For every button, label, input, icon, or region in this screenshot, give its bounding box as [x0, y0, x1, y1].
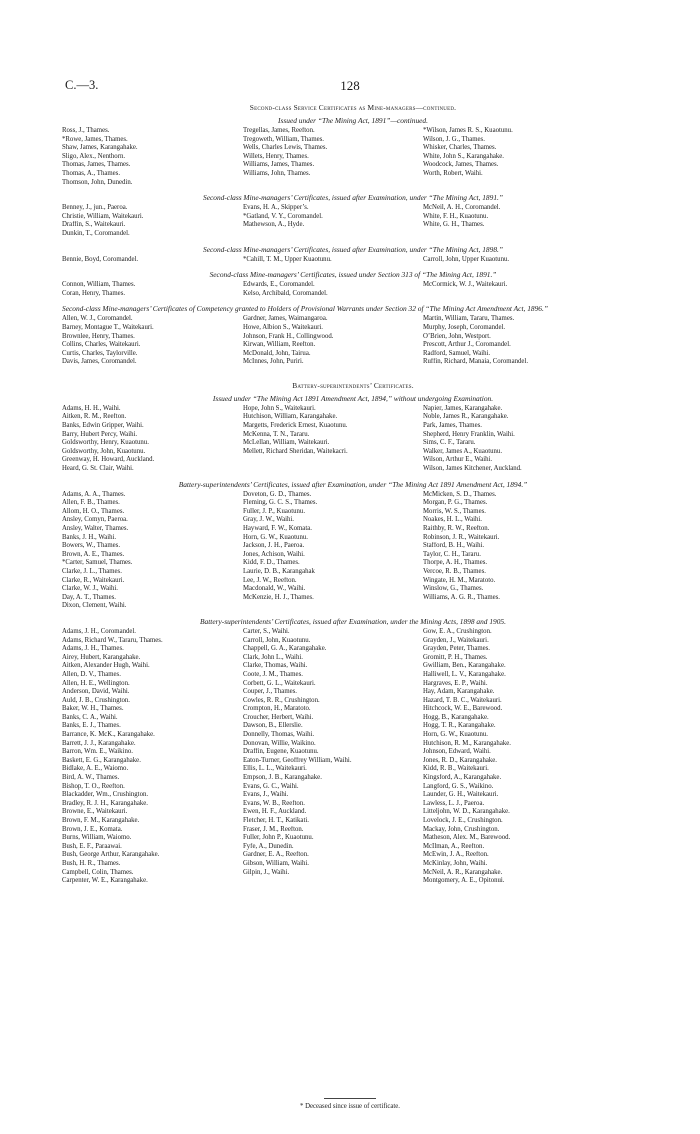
certificate-holder: Bennie, Boyd, Coromandel. [62, 255, 139, 263]
section-title: Second-class Service Certificates as Mine-managers—continued. [249, 103, 457, 112]
certificate-holder: Hogg, T. R., Karangahake. [423, 722, 496, 730]
certificate-holder: Baskett, E. G., Karangahake. [62, 756, 141, 764]
name-columns [62, 491, 644, 611]
footnote-rule [324, 1098, 376, 1099]
certificate-holder: Draffin, Eugene, Kuaotunu. [243, 748, 319, 756]
certificate-holder: McLellan, William, Waitekauri. [243, 439, 330, 447]
certificate-holder: Gibson, William, Waihi. [243, 859, 309, 867]
certificate-holder: Hayward, F. W., Komata. [243, 525, 312, 532]
certificate-holder: Evans, H. A., Skipper’s. [243, 204, 309, 212]
certificate-holder: Dunkin, T., Coromandel. [62, 229, 130, 237]
certificate-holder: O’Brien, John, Westport. [423, 332, 491, 340]
name-column [423, 204, 644, 238]
certificate-holder: Barney, Montague T., Waitekauri. [62, 323, 154, 331]
name-column [243, 628, 423, 886]
certificate-holder: Fraser, J. M., Reefton. [243, 825, 304, 833]
name-column [62, 491, 243, 611]
certificate-holder: Carter, S., Waihi. [243, 627, 290, 635]
certificate-holder: Benney, J., jun., Paeroa. [62, 204, 128, 212]
certificate-holder: Noble, James R., Karangahake. [423, 413, 509, 421]
certificate-holder: Laurie, D. B., Karangahak [243, 567, 315, 575]
certificate-holder: Sligo, Alex., Nenthorn. [62, 152, 126, 160]
certificate-holder: Bush, E. F., Paraawai. [62, 842, 122, 850]
certificate-holder: Grayden, J., Waitekauri. [423, 636, 489, 644]
certificate-holder: Carroll, John, Upper Kuaotunu. [423, 255, 510, 263]
certificate-holder: Allom, H. O., Thames. [62, 507, 125, 515]
certificate-holder: Doveton, G. D., Thames. [243, 490, 312, 498]
certificate-holder: Kingsford, A., Karangahake. [423, 774, 502, 782]
certificate-holder: Goldsworthy, John, Kuaotunu. [62, 447, 146, 455]
certificate-holder: Whisker, Charles, Thames. [423, 144, 497, 152]
certificate-holder: Bishop, T. O., Reefton. [62, 782, 125, 790]
certificate-holder: Curtis, Charles, Taylorville. [62, 349, 138, 357]
certificate-holder: McKinlay, John, Waihi. [423, 859, 488, 867]
certificate-holder: McDonald, John, Tairua. [243, 349, 311, 357]
name-column [243, 204, 423, 238]
certificate-holder: Aitken, R. M., Reefton. [62, 413, 127, 421]
certificate-holder: Bird, A. W., Thames. [62, 774, 120, 782]
name-column [62, 204, 243, 238]
name-column [62, 315, 243, 367]
certificate-holder: Martin, William, Tararu, Thames. [423, 315, 515, 323]
certificate-holder: *Carter, Samuel, Thames. [62, 559, 133, 567]
certificate-holder: Vercoe, R. B., Thames. [423, 567, 486, 575]
certificate-holder: Bradley, R. J. H., Karangahake. [62, 799, 149, 807]
certificate-holder: Brown, F. M., Karangahake. [62, 817, 140, 824]
certificate-holder: Raithby, R. W., Reefton. [423, 525, 490, 532]
certificate-holder: Woodcock, James, Thames. [423, 161, 499, 169]
certificate-holder: Goldsworthy, Henry, Kuaotunu. [62, 439, 149, 447]
certificate-holder: Mellett, Richard Sheridan, Waitekacri. [243, 447, 348, 455]
certificate-holder: Burns, William, Waiomo. [62, 834, 132, 842]
certificate-holder: Jones, Achison, Waihi. [243, 550, 305, 558]
certificate-holder: Howe, Albion S., Waitekauri. [243, 323, 323, 331]
certificate-holder: Banks, E. J., Thames. [62, 722, 121, 730]
certificate-holder: Allen, H. E., Wellington. [62, 679, 130, 687]
name-column [62, 281, 243, 298]
certificate-holder: Allen, F. B., Thames. [62, 499, 120, 507]
group-heading: Second-class Mine-managers’ Certificates, issued under Section 313 of “The Mining Act, 1891.” [209, 270, 497, 280]
certificate-holder: Ansley, Comyn, Paeroa. [62, 516, 128, 524]
certificate-holder: Thomson, John, Dunedin. [62, 178, 133, 186]
certificate-holder: Carpenter, W. E., Karangahake. [62, 877, 148, 885]
certificate-holder: Wells, Charles Lewis, Thames. [243, 144, 328, 152]
certificate-holder: Johnson, Edward, Waihi. [423, 748, 491, 756]
certificate-holder: McCormick, W. J., Waitekauri. [423, 281, 508, 289]
certificate-holder: McEwin, J. A., Reefton. [423, 851, 489, 859]
group-heading: Second-class Mine-managers’ Certificates, issued after Examination, under “The Mining Act, 1891.” [203, 193, 503, 203]
certificate-holder: McNeil, A. H., Coromandel. [423, 204, 501, 212]
certificate-holder: Thomas, A., Thames. [62, 169, 121, 177]
certificate-holder: Gromitt, P. H., Thames. [423, 653, 488, 661]
certificate-holder: Fuller, J. P., Kuaotunu. [243, 507, 306, 515]
name-columns [62, 256, 644, 265]
certificate-holder: Clarke, Thomas, Waihi. [243, 662, 308, 670]
certificate-holder: Cowles, R. R., Crushington. [243, 696, 320, 704]
certificate-holder: Banks, J. H., Waihi. [62, 533, 117, 541]
certificate-holder: Ruffin, Richard, Manaia, Coromandel. [423, 358, 529, 366]
certificate-holder: Matheson, Alex. M., Barewood. [423, 834, 511, 842]
certificate-holder: Williams, A. G. R., Thames. [423, 593, 501, 601]
certificate-holder: Thorpe, A. H., Thames. [423, 559, 488, 567]
certificate-holder: White, F. H., Kuaotunu. [423, 212, 489, 220]
name-column [423, 256, 644, 265]
name-column [243, 491, 423, 611]
certificate-holder: Davis, James, Coromandel. [62, 358, 137, 366]
certificate-holder: Fleming, G. C. S., Thames. [243, 499, 318, 507]
certificate-holder: Bush, H. R., Thames. [62, 859, 121, 867]
certificate-holder: Adams, A. A., Thames. [62, 490, 126, 498]
certificate-holder: Allen, D. V., Thames. [62, 670, 121, 678]
certificate-holder: Aitken, Alexander Hugh, Waihi. [62, 662, 150, 670]
group-heading: Second-class Mine-managers’ Certificates of Competency granted to Holders of Provisional Warrants under Section 32 of “The Mining Act Amendment Act, 1896.” [62, 304, 548, 314]
name-columns [62, 281, 644, 298]
certificate-holder: Heard, G. St. Clair, Waihi. [62, 465, 134, 473]
certificate-holder: Brown, A. E., Thames. [62, 550, 125, 558]
certificate-holder: Margetts, Frederick Ernest, Kuaotunu. [243, 422, 348, 430]
name-column [243, 127, 423, 187]
certificate-holder: Shaw, James, Karangahake. [62, 144, 138, 152]
name-column [423, 281, 644, 298]
certificate-holder: White, G. H., Thames. [423, 221, 485, 229]
certificate-holder: Lovelock, J. E., Crushington. [423, 817, 503, 824]
certificate-holder: Empson, J. B., Karangahake. [243, 774, 322, 782]
certificate-holder: Clarke, W. J., Waihi. [62, 585, 118, 593]
certificate-holder: Ewen, H. F., Auckland. [243, 808, 307, 816]
name-column [62, 127, 243, 187]
certificate-holder: McNeil, A. R., Karangahake. [423, 868, 503, 876]
certificate-holder: Hargraves, E. P., Waihi. [423, 679, 488, 687]
certificate-holder: Ellis, L. L., Waitekauri. [243, 765, 307, 773]
certificate-holder: *Rowe, James, Thames. [62, 135, 128, 143]
name-column [62, 405, 243, 474]
certificate-holder: Carroll, John, Kuaotunu. [243, 636, 311, 644]
certificate-holder: Morgan, P. G., Thames. [423, 499, 488, 507]
certificate-holder: Adams, H. H., Waihi. [62, 404, 121, 412]
certificate-holder: Clark, John L., Waihi. [243, 653, 303, 661]
certificate-holder: Grayden, Peter, Thames. [423, 645, 490, 653]
certificate-holder: Croucher, Herbert, Waihi. [243, 713, 314, 721]
certificate-holder: Stafford, B. H., Waihi. [423, 542, 485, 550]
certificate-holder: Hazard, T. B. C., Waitekauri. [423, 696, 502, 704]
certificate-holder: Auld, J. B., Crushington. [62, 696, 130, 704]
certificate-holder: Jones, R. D., Karangahake. [423, 756, 497, 764]
certificate-holder: Greenway, H. Howard, Auckland. [62, 456, 155, 464]
certificate-holder: Donovan, Willie, Waikino. [243, 739, 316, 747]
certificate-holder: Willets, Henry, Thames. [243, 152, 309, 160]
certificate-holder: Coote, J. M., Thames. [243, 670, 303, 678]
certificate-holder: Hutchison, R. M., Karangahake. [423, 739, 511, 747]
certificate-holder: White, John S., Karangahake. [423, 152, 504, 160]
certificate-holder: Edwards, E., Coromandel. [243, 281, 315, 289]
name-column [243, 281, 423, 298]
certificate-holder: Horn, G. W., Kuaotunu. [423, 731, 488, 739]
certificate-holder: Fyfe, A., Dunedin. [243, 842, 294, 850]
name-column [62, 256, 243, 265]
certificate-holder: Coran, Henry, Thames. [62, 289, 126, 297]
name-columns [62, 127, 644, 187]
certificate-holder: Airey, Hubert, Karangahake. [62, 653, 141, 661]
certificate-holder: Johnson, Frank H., Collingwood. [243, 332, 334, 340]
certificate-holder: Wingate, H. M., Maratoto. [423, 576, 496, 584]
certificate-holder: Thomas, James, Thames. [62, 161, 131, 169]
certificate-holder: Mathewson, A., Hyde. [243, 221, 305, 229]
certificate-holder: Baker, W. H., Thames. [62, 705, 124, 713]
certificate-holder: Banks, Edwin Gripper, Waihi. [62, 422, 144, 430]
certificate-holder: Jackson, J. H., Paeroa. [243, 542, 305, 550]
name-column [423, 127, 644, 187]
certificate-holder: Lee, J. W., Reefton. [243, 576, 297, 584]
group-heading: Battery-superintendents’ Certificates, issued after Examination, under “The Mining Act 1891 Amendment Act, 1894.” [178, 479, 528, 489]
certificate-holder: Brownlee, Henry, Thames. [62, 332, 135, 340]
certificate-holder: Barrance, K. McK., Karangahake. [62, 731, 155, 739]
certificate-holder: Gray, J. W., Waihi. [243, 516, 294, 524]
certificate-holder: Hay, Adam, Karangahake. [423, 688, 495, 696]
page-header [0, 78, 700, 94]
certificate-holder: Murphy, Joseph, Coromandel. [423, 323, 506, 331]
certificate-holder: Kidd, F. D., Thames. [243, 559, 300, 567]
certificate-holder: McKenna, T. N., Tararu. [243, 430, 310, 438]
certificate-holder: Kelso, Archibald, Coromandel. [243, 289, 328, 297]
report-code: C.—3. [65, 78, 99, 92]
certificate-holder: Walker, James A., Kuaotunu. [423, 447, 503, 455]
certificate-holder: Taylor, C. H., Tararu. [423, 550, 481, 558]
certificate-holder: Bush, George Arthur, Karangahake. [62, 851, 160, 859]
certificate-holder: Hutchison, William, Karangahake. [243, 413, 338, 421]
certificate-holder: Barry, Hubert Percy, Waihi. [62, 430, 138, 438]
certificate-holder: Blackadder, Wm., Crushington. [62, 791, 149, 799]
certificate-holder: Evans, G. C., Waihi. [243, 782, 299, 790]
certificate-holder: Bidlake, A. E., Waiomo. [62, 765, 129, 773]
name-column [62, 628, 243, 886]
certificate-holder: Evans, W. B., Reefton. [243, 799, 305, 807]
certificate-holder: Connon, William, Thames. [62, 281, 136, 289]
certificate-holder: Noakes, H. L., Waihi. [423, 516, 482, 524]
certificate-holder: Wilson, James Kitchener, Auckland. [423, 465, 522, 473]
certificate-holder: Worth, Robert, Waihi. [423, 169, 483, 177]
certificate-holder: Christie, William, Waitekauri. [62, 212, 144, 220]
certificate-holder: Corbett, G. L., Waitekauri. [243, 679, 316, 687]
certificate-holder: Clarke, J. L., Thames. [62, 567, 122, 575]
certificate-holder: Ross, J., Thames. [62, 127, 110, 134]
certificate-holder: Evans, J., Waihi. [243, 791, 289, 799]
name-column [423, 405, 644, 474]
name-column [243, 315, 423, 367]
certificate-holder: Clarke, R., Waitekauri. [62, 576, 125, 584]
certificate-holder: Hope, John S., Waitekauri. [243, 404, 316, 412]
group-heading: Issued under “The Mining Act 1891 Amendment Act, 1894,” without undergoing Examination. [212, 393, 494, 403]
certificate-holder: Campbell, Colin, Thames. [62, 868, 134, 876]
certificate-holder: Adams, J. H., Thames. [62, 645, 124, 653]
certificate-holder: Donnelly, Thomas, Waihi. [243, 731, 315, 739]
section-title: Battery-superintendents’ Certificates. [292, 380, 414, 390]
name-column [423, 491, 644, 611]
certificate-holder: Mackay, John, Crushington. [423, 825, 500, 833]
certificate-holder: Hitchcock, W. E., Barewood. [423, 705, 503, 713]
name-column [423, 315, 644, 367]
certificate-holder: Hogg, B., Karangahake. [423, 713, 489, 721]
certificate-holder: Napier, James, Karangahake. [423, 404, 503, 412]
certificate-holder: Lawless, L. J., Paeroa. [423, 799, 485, 807]
certificate-holder: Gow, E. A., Crushington. [423, 627, 492, 635]
group-heading: Second-class Mine-managers’ Certificates, issued after Examination, under “The Mining Act, 1898.” [203, 244, 503, 254]
certificate-holder: Eaton-Turner, Geoffrey William, Waihi. [243, 756, 352, 764]
certificate-holder: Robinson, J. R., Waitekauri. [423, 533, 500, 541]
certificate-holder: Couper, J., Thames. [243, 688, 297, 696]
certificate-holder: Gwilliam, Ben., Karangahake. [423, 662, 506, 670]
certificate-listing [62, 103, 644, 886]
certificate-holder: Banks, C. A., Waihi. [62, 713, 118, 721]
certificate-holder: Radford, Samuel, Waihi. [423, 349, 491, 357]
name-columns [62, 628, 644, 886]
certificate-holder: Tregoweth, William, Thames. [243, 135, 324, 143]
name-column [423, 628, 644, 886]
certificate-holder: Ansley, Walter, Thames. [62, 525, 129, 532]
certificate-holder: Brown, J. E., Komata. [62, 825, 123, 833]
group-heading: Issued under “The Mining Act, 1891”—continued. [278, 116, 428, 125]
certificate-holder: Collins, Charles, Waitekauri. [62, 341, 141, 349]
name-column [243, 256, 423, 265]
certificate-holder: Langford, G. S., Waikino. [423, 782, 494, 790]
certificate-holder: Williams, John, Thames. [243, 169, 311, 177]
certificate-holder: Gardner, E. A., Reefton. [243, 851, 309, 859]
name-columns [62, 204, 644, 238]
certificate-holder: Anderson, David, Waihi. [62, 688, 130, 696]
certificate-holder: Winslow, G., Thames. [423, 585, 484, 593]
certificate-holder: Draffin, S., Waitekauri. [62, 221, 126, 229]
certificate-holder: Wilson, J. G., Thames. [423, 135, 485, 143]
name-column [243, 405, 423, 474]
certificate-holder: Park, James, Thames. [423, 422, 482, 430]
certificate-holder: Halliwell, L. V., Karangahake. [423, 670, 506, 678]
certificate-holder: Williams, James, Thames. [243, 161, 315, 169]
certificate-holder: Day, A. T., Thames. [62, 593, 116, 601]
certificate-holder: Gilpin, J., Waihi. [243, 868, 290, 876]
certificate-holder: Kidd, R. B., Waitekauri. [423, 765, 489, 773]
group-heading: Battery-superintendents’ Certificates, issued after Examination, under the Mining Acts, 1898 and 1905. [200, 616, 506, 626]
name-columns [62, 405, 644, 474]
certificate-holder: Macdonald, W., Waihi. [243, 585, 306, 593]
certificate-holder: Dixon, Clement, Waihi. [62, 602, 127, 610]
certificate-holder: McIlman, A., Reefton. [423, 842, 485, 850]
certificate-holder: Horn, G. W., Kuaotunu. [243, 533, 308, 541]
certificate-holder: Gardner, James, Waimangaroa. [243, 315, 328, 323]
certificate-holder: Adams, J. H., Coromandel. [62, 627, 137, 635]
certificate-holder: *Wilson, James R. S., Kuaotunu. [423, 127, 513, 134]
certificate-holder: Montgomery, A. E., Opitonui. [423, 877, 505, 885]
certificate-holder: Shepherd, Henry Franklin, Waihi. [423, 430, 515, 438]
certificate-holder: Litteljohn, W. D., Karangahake. [423, 808, 510, 816]
certificate-holder: McInnes, John, Puriri. [243, 358, 304, 366]
certificate-holder: Browne, E., Waitekauri. [62, 808, 128, 816]
certificate-holder: *Cahill, T. M., Upper Kuaotunu. [243, 255, 332, 263]
certificate-holder: Tregellas, James, Reefton. [243, 127, 315, 134]
certificate-holder: McKenzie, H. J., Thames. [243, 593, 314, 601]
certificate-holder: *Gatland, V. Y., Coromandel. [243, 212, 323, 220]
certificate-holder: Adams, Richard W., Tararu, Thames. [62, 636, 163, 644]
certificate-holder: Kirwan, William, Reefton. [243, 341, 316, 349]
certificate-holder: Bowers, W., Thames. [62, 542, 121, 550]
certificate-holder: Fuller, John P., Kuaotunu. [243, 834, 314, 842]
certificate-holder: Crompton, H., Maratoto. [243, 705, 311, 713]
certificate-holder: Sims, C. F., Tararu. [423, 439, 476, 447]
certificate-holder: Chappell, G. A., Karangahake. [243, 645, 327, 653]
certificate-holder: Barrett, J. J., Karangahake. [62, 739, 136, 747]
name-columns [62, 315, 644, 367]
certificate-holder: Fletcher, H. T., Katikati. [243, 817, 309, 824]
certificate-holder: Barron, Wm. E., Waikino. [62, 748, 133, 756]
certificate-holder: Morris, W. S., Thames. [423, 507, 486, 515]
certificate-holder: Allen, W. J., Coromandel. [62, 315, 133, 323]
certificate-holder: Launder, G. H., Waitekauri. [423, 791, 499, 799]
certificate-holder: McMicken, S. D., Thames. [423, 490, 497, 498]
footnote: * Deceased since issue of certificate. [299, 1103, 400, 1110]
certificate-holder: Dawson, B., Ellerslie. [243, 722, 303, 730]
page-number: 128 [340, 78, 360, 93]
certificate-holder: Wilson, Arthur E., Waihi. [423, 456, 493, 464]
certificate-holder: Prescott, Arthur J., Coromandel. [423, 341, 511, 349]
